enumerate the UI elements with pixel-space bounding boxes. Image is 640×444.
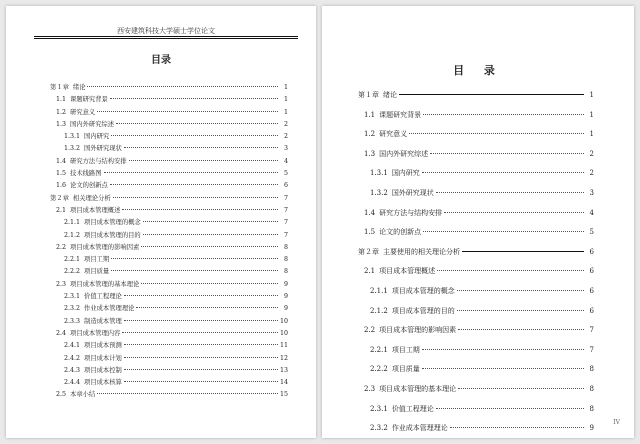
- toc-entry-page: 1: [283, 96, 288, 104]
- dot-leader: [129, 160, 278, 161]
- toc-entry: [50, 82, 288, 94]
- toc-entry: [50, 180, 288, 192]
- toc-entry-page: 5: [589, 228, 594, 237]
- toc-entry-page: 12: [279, 354, 288, 362]
- toc-entry-label: 项目成本管理的基本理论: [70, 280, 140, 288]
- toc-entry-number: 1.4: [56, 157, 67, 165]
- toc-entry-page: 7: [589, 345, 594, 354]
- dot-leader: [458, 388, 584, 389]
- toc-entry: [50, 193, 288, 205]
- header-rule: [34, 36, 298, 39]
- dot-leader: [423, 231, 584, 232]
- toc-entry-page: 1: [589, 110, 594, 119]
- toc-entry-label: 项目成本预测: [84, 342, 122, 350]
- running-header: 西安建筑科技大学硕士学位论文: [117, 27, 215, 35]
- toc-entry-label: 项目成本计划: [84, 354, 122, 362]
- toc-entry: [358, 423, 594, 438]
- toc-entry-number: 2.4.3: [64, 366, 81, 374]
- dot-leader: [116, 123, 278, 124]
- toc-entry-number: 第２章: [358, 247, 379, 256]
- toc-entry-number: 1.3.1: [370, 169, 388, 178]
- toc-entry-number: 第１章: [358, 91, 379, 99]
- toc-entry-number: 1.3: [364, 149, 376, 158]
- toc-entry-number: 2.4: [56, 329, 67, 337]
- toc-entry-page: 9: [283, 305, 288, 313]
- toc-entry-page: 7: [283, 219, 288, 227]
- dot-leader: [437, 270, 584, 271]
- toc-entry-page: 8: [283, 256, 288, 264]
- toc-entry-label: 项目工期: [391, 345, 420, 354]
- toc-entry-page: 8: [283, 268, 288, 276]
- toc-entry: [358, 110, 594, 130]
- dot-leader: [399, 94, 584, 95]
- toc-entry-number: 1.3.2: [64, 145, 81, 153]
- toc-entry-page: 2: [283, 120, 288, 128]
- toc-entry-label: 国外研究现状: [84, 145, 122, 153]
- right-document-page: [322, 6, 634, 438]
- dot-leader: [458, 329, 584, 330]
- table-of-contents: [50, 82, 288, 402]
- dot-leader: [97, 111, 278, 112]
- toc-entry-page: 11: [279, 342, 288, 350]
- toc-entry-number: 2.4.1: [64, 342, 81, 350]
- toc-entry-number: 1.5: [56, 170, 67, 178]
- dot-leader: [113, 197, 278, 198]
- table-of-contents: [358, 90, 594, 438]
- toc-entry: [50, 377, 288, 389]
- dot-leader: [457, 310, 584, 311]
- toc-entry-page: 10: [279, 329, 288, 337]
- toc-entry-number: 2.1.2: [64, 231, 81, 239]
- toc-entry-number: 2.3.1: [370, 404, 388, 413]
- dot-leader: [141, 246, 278, 247]
- toc-entry-number: 1.3.1: [64, 133, 81, 141]
- toc-entry-label: 研究意义: [70, 108, 96, 116]
- toc-entry-number: 2.1.1: [370, 286, 388, 295]
- toc-entry-page: 1: [589, 130, 594, 139]
- toc-entry-label: 项目成本管理的目的: [391, 306, 455, 315]
- toc-entry-label: 制造成本管理: [84, 317, 122, 325]
- dot-leader: [122, 209, 278, 210]
- toc-entry-number: 1.3.2: [370, 188, 388, 197]
- toc-entry-label: 项目工期: [84, 256, 110, 264]
- toc-entry-label: 绪论: [72, 84, 86, 91]
- toc-entry: [50, 316, 288, 328]
- dot-leader: [143, 221, 278, 222]
- dot-leader: [97, 393, 278, 394]
- dot-leader: [110, 184, 278, 185]
- toc-entry-label: 项目成本管理的概念: [391, 286, 455, 295]
- toc-entry-number: 2.3.1: [64, 293, 81, 301]
- toc-entry-page: 5: [283, 170, 288, 178]
- dot-leader: [136, 307, 278, 308]
- dot-leader: [409, 133, 584, 134]
- toc-entry: [358, 247, 594, 267]
- toc-entry: [358, 188, 594, 208]
- dot-leader: [450, 427, 584, 428]
- toc-entry-number: 2.4.4: [64, 379, 81, 387]
- dot-leader: [87, 86, 278, 87]
- dot-leader: [124, 295, 278, 296]
- toc-entry-label: 技术线路图: [70, 170, 102, 178]
- toc-entry: [358, 325, 594, 345]
- toc-entry-label: 国内外研究综述: [70, 120, 115, 128]
- toc-entry-number: 1.3: [56, 120, 67, 128]
- toc-entry-label: 国外研究现状: [391, 188, 434, 197]
- dot-leader: [141, 283, 278, 284]
- toc-entry-label: 研究意义: [379, 130, 408, 139]
- toc-entry-number: 2.3: [364, 384, 376, 393]
- toc-entry-label: 课题研究背景: [379, 110, 422, 119]
- toc-entry-number: 2.2: [56, 243, 67, 251]
- toc-entry: [50, 242, 288, 254]
- toc-entry-page: 6: [589, 306, 594, 315]
- toc-entry-label: 项目成本核算: [84, 379, 122, 387]
- dot-leader: [111, 135, 278, 136]
- toc-entry-label: 研究方法与结构安排: [379, 208, 443, 217]
- toc-entry: [50, 389, 288, 401]
- toc-entry-number: 2.1.1: [64, 219, 81, 227]
- dot-leader: [444, 212, 584, 213]
- toc-entry: [358, 168, 594, 188]
- toc-entry-number: 2.1.2: [370, 306, 388, 315]
- toc-entry-number: 1.2: [364, 130, 376, 139]
- toc-entry: [358, 266, 594, 286]
- toc-entry-page: 1: [283, 84, 288, 91]
- toc-entry-page: 9: [283, 280, 288, 288]
- dot-leader: [110, 98, 278, 99]
- toc-entry-number: 1.4: [364, 208, 376, 217]
- dot-leader: [462, 251, 584, 252]
- toc-entry: [50, 94, 288, 106]
- toc-entry-label: 作业成本管理理论: [84, 305, 135, 313]
- toc-entry: [50, 119, 288, 131]
- dot-leader: [111, 258, 278, 259]
- toc-title: 目录: [151, 55, 171, 66]
- toc-entry-page: 8: [589, 404, 594, 413]
- left-document-page: [6, 6, 316, 438]
- toc-entry-label: 绪论: [383, 91, 397, 99]
- toc-entry-page: 9: [589, 424, 594, 433]
- toc-entry: [50, 230, 288, 242]
- toc-entry-label: 本章小结: [70, 391, 96, 399]
- dot-leader: [457, 290, 584, 291]
- toc-entry-number: 2.1: [56, 206, 67, 214]
- toc-entry: [50, 328, 288, 340]
- toc-entry-label: 项目成本管理的影响因素: [70, 243, 140, 251]
- toc-entry: [50, 353, 288, 365]
- toc-entry-page: 14: [279, 379, 288, 387]
- toc-entry-label: 国内研究: [391, 169, 420, 178]
- toc-entry: [50, 205, 288, 217]
- toc-entry-page: 3: [589, 188, 594, 197]
- toc-entry: [50, 303, 288, 315]
- toc-entry-label: 项目成本管理内容: [70, 329, 121, 337]
- dot-leader: [422, 368, 584, 369]
- toc-entry-number: 2.3.2: [64, 305, 81, 313]
- toc-entry-number: 1.2: [56, 108, 67, 116]
- toc-entry-label: 价值工程理论: [84, 293, 122, 301]
- toc-entry-number: 第２章: [50, 194, 69, 202]
- dot-leader: [124, 147, 278, 148]
- toc-entry-page: 8: [589, 365, 594, 374]
- toc-entry-label: 项目成本管理的目的: [84, 231, 141, 239]
- toc-entry-number: 2.2.1: [370, 345, 388, 354]
- dot-leader: [124, 357, 278, 358]
- dot-leader: [124, 369, 278, 370]
- toc-entry-label: 相关理论分析: [72, 194, 111, 202]
- toc-entry-page: 2: [283, 133, 288, 141]
- toc-entry: [358, 404, 594, 424]
- toc-entry-page: 4: [283, 157, 288, 165]
- toc-entry: [50, 168, 288, 180]
- dot-leader: [111, 270, 278, 271]
- toc-entry-page: 10: [279, 317, 288, 325]
- dot-leader: [422, 172, 584, 173]
- toc-entry: [50, 217, 288, 229]
- toc-entry: [358, 384, 594, 404]
- toc-entry-number: 2.2.2: [370, 365, 388, 374]
- page-number: IV: [613, 419, 620, 426]
- toc-entry-page: 6: [589, 247, 594, 256]
- toc-entry-page: 6: [589, 286, 594, 295]
- toc-entry: [358, 208, 594, 228]
- toc-entry-page: 6: [589, 267, 594, 276]
- toc-entry-label: 项目成本管理概述: [70, 206, 121, 214]
- toc-entry: [50, 266, 288, 278]
- toc-entry: [50, 340, 288, 352]
- toc-entry: [50, 279, 288, 291]
- dot-leader: [423, 114, 584, 115]
- toc-entry-number: 1.5: [364, 228, 376, 237]
- toc-entry-label: 项目质量: [391, 365, 420, 374]
- toc-entry: [358, 345, 594, 365]
- toc-entry: [358, 129, 594, 149]
- toc-entry-number: 2.3: [56, 280, 67, 288]
- toc-entry: [358, 286, 594, 306]
- toc-entry-number: 2.3.2: [370, 424, 388, 433]
- toc-entry: [50, 143, 288, 155]
- toc-entry-page: 3: [283, 145, 288, 153]
- toc-entry: [358, 306, 594, 326]
- toc-entry-label: 论文的创新点: [379, 228, 422, 237]
- toc-entry: [50, 365, 288, 377]
- dot-leader: [436, 192, 584, 193]
- toc-entry-label: 项目成本控制: [84, 366, 122, 374]
- toc-entry-page: 2: [589, 149, 594, 158]
- toc-entry-page: 1: [589, 91, 594, 99]
- toc-entry-page: 6: [283, 182, 288, 190]
- toc-entry-number: 2.2: [364, 326, 376, 335]
- toc-entry: [358, 364, 594, 384]
- dot-leader: [124, 381, 278, 382]
- dot-leader: [143, 234, 278, 235]
- toc-entry-page: 13: [279, 366, 288, 374]
- toc-entry-number: 2.2.1: [64, 256, 81, 264]
- toc-entry-label: 国内外研究综述: [379, 149, 429, 158]
- toc-entry-label: 作业成本管理理论: [391, 424, 448, 433]
- dot-leader: [422, 349, 584, 350]
- toc-entry-label: 项目成本管理的影响因素: [379, 326, 457, 335]
- dot-leader: [124, 320, 278, 321]
- dot-leader: [124, 344, 278, 345]
- toc-entry-number: 2.2.2: [64, 268, 81, 276]
- toc-entry-number: 2.5: [56, 391, 67, 399]
- toc-entry-number: 第１章: [50, 84, 69, 91]
- dot-leader: [430, 153, 584, 154]
- toc-entry-label: 项目成本管理的概念: [84, 219, 141, 227]
- toc-entry-number: 2.1: [364, 267, 376, 276]
- toc-entry-label: 项目质量: [84, 268, 110, 276]
- toc-entry: [50, 291, 288, 303]
- toc-entry-number: 2.4.2: [64, 354, 81, 362]
- toc-entry-label: 项目成本管理概述: [379, 267, 436, 276]
- toc-entry: [358, 149, 594, 169]
- toc-entry-label: 价值工程理论: [391, 404, 434, 413]
- toc-entry: [50, 156, 288, 168]
- toc-entry-page: 1: [283, 108, 288, 116]
- toc-entry: [50, 107, 288, 119]
- toc-entry-page: 7: [283, 194, 288, 202]
- dot-leader: [122, 332, 278, 333]
- toc-entry-label: 研究方法与结构安排: [70, 157, 127, 165]
- toc-entry-page: 9: [283, 293, 288, 301]
- toc-entry-number: 1.6: [56, 182, 67, 190]
- toc-entry-label: 国内研究: [84, 133, 110, 141]
- dot-leader: [436, 408, 584, 409]
- toc-entry-page: 7: [283, 206, 288, 214]
- toc-entry-label: 论文的创新点: [70, 182, 108, 190]
- toc-entry: [50, 131, 288, 143]
- toc-entry-page: 7: [589, 326, 594, 335]
- toc-entry: [50, 254, 288, 266]
- toc-entry-number: 1.1: [364, 110, 376, 119]
- toc-entry: [358, 227, 594, 247]
- toc-entry-number: 1.1: [56, 96, 67, 104]
- toc-entry-page: 8: [589, 384, 594, 393]
- toc-title: 目 录: [453, 64, 503, 77]
- toc-entry-number: 2.3.3: [64, 317, 81, 325]
- toc-entry-label: 项目成本管理的基本理论: [379, 384, 457, 393]
- toc-entry-page: 15: [279, 391, 288, 399]
- toc-entry-page: 2: [589, 169, 594, 178]
- toc-entry-label: 课题研究背景: [70, 96, 108, 104]
- toc-entry-label: 主要使用的相关理论分析: [383, 247, 460, 256]
- toc-entry: [358, 90, 594, 110]
- toc-entry-page: 7: [283, 231, 288, 239]
- toc-entry-page: 4: [589, 208, 594, 217]
- toc-entry-page: 8: [283, 243, 288, 251]
- dot-leader: [104, 172, 279, 173]
